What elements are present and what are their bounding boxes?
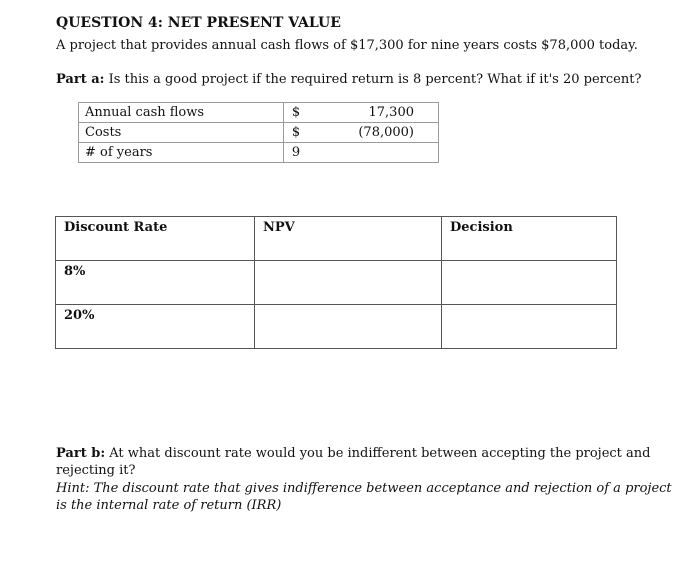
inputs-table xyxy=(78,102,439,163)
header-discount-rate: Discount Rate xyxy=(56,217,255,261)
input-label: # of years xyxy=(79,143,284,163)
question-title: QUESTION 4: NET PRESENT VALUE xyxy=(56,15,341,31)
part-a-text: Is this a good project if the required return is 8 percent? What if it's 20 percent? xyxy=(108,72,642,87)
inputs-row xyxy=(79,123,439,143)
rate-cell: 8% xyxy=(56,261,255,305)
rate-cell: 20% xyxy=(56,305,255,349)
input-currency: $ xyxy=(284,103,309,123)
input-label: Costs xyxy=(79,123,284,143)
npv-cell[interactable] xyxy=(255,305,442,349)
inputs-row xyxy=(79,143,439,163)
part-b-text: At what discount rate would you be indifferent between accepting the project and rejecting it? xyxy=(56,446,651,478)
input-value: 17,300 xyxy=(308,103,439,123)
header-npv: NPV xyxy=(255,217,442,261)
inputs-row xyxy=(79,103,439,123)
results-row xyxy=(56,305,617,349)
question-intro: A project that provides annual cash flows of $17,300 for nine years costs $78,000 today. xyxy=(56,38,638,53)
results-header-row xyxy=(56,217,617,261)
results-table xyxy=(55,216,617,349)
input-currency: 9 xyxy=(284,143,309,163)
part-b-label: Part b: xyxy=(56,446,106,461)
decision-cell[interactable] xyxy=(442,261,617,305)
npv-cell[interactable] xyxy=(255,261,442,305)
input-currency: $ xyxy=(284,123,309,143)
input-value: (78,000) xyxy=(308,123,439,143)
part-b-hint: Hint: The discount rate that gives indifference between acceptance and rejection of a project is the internal rate of return (IRR) xyxy=(56,481,672,513)
part-a-prompt xyxy=(56,72,641,87)
part-a-label: Part a: xyxy=(56,72,105,87)
decision-cell[interactable] xyxy=(442,305,617,349)
input-label: Annual cash flows xyxy=(79,103,284,123)
input-value xyxy=(308,143,439,163)
results-row xyxy=(56,261,617,305)
header-decision: Decision xyxy=(442,217,617,261)
part-b-prompt xyxy=(56,445,686,479)
